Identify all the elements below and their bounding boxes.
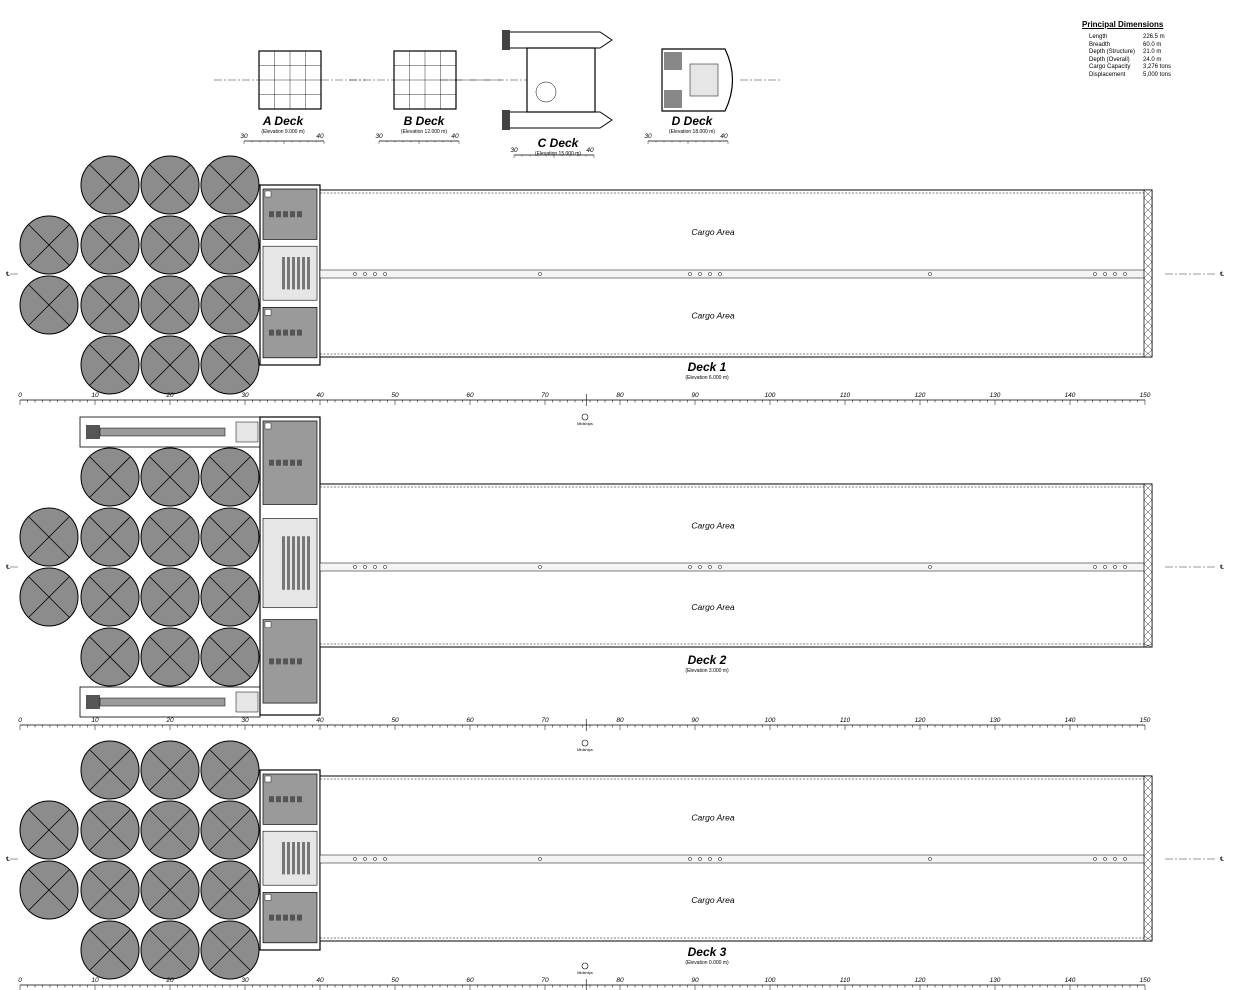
engine-unit [263,189,317,239]
walkway-marker [363,857,366,860]
engine-cylinder [276,658,281,664]
ruler-tick-label: 150 [1139,977,1151,984]
switchboard-panel [307,257,310,289]
ballast-tank [201,448,259,506]
ballast-tank [201,336,259,394]
engine-cylinder [290,330,295,336]
scale-label: 40 [720,133,728,140]
ballast-tank [81,276,139,334]
switchboard-panel [292,257,295,289]
walkway-marker [1093,565,1096,568]
ballast-tank [141,276,199,334]
ballast-tank [141,508,199,566]
cargo-hold [320,776,1152,941]
ruler-tick-label: 80 [616,717,624,724]
ruler-tick-label: 50 [391,392,399,399]
dimension-value: 3,276 tons [1143,64,1172,71]
midships-label: Midships [577,970,593,975]
principal-dimensions-title: Principal Dimensions [1082,20,1164,29]
ruler-tick-label: 0 [18,717,22,724]
ruler-tick-label: 20 [166,392,174,399]
ballast-tank [20,508,78,566]
dimension-label: Length [1089,34,1108,40]
deck-elevation: (Elevation 9.000 m) [261,129,305,135]
ruler-tick-label: 140 [1064,717,1076,724]
engine-cylinder [290,915,295,921]
dimension-value: 24.0 m [1143,56,1162,63]
ruler-tick-label: 120 [914,717,926,724]
ballast-tank [81,568,139,626]
ruler-tick-label: 10 [91,392,99,399]
center-walkway [320,855,1152,863]
pod-controls [236,692,258,712]
ruler-tick-label: 40 [316,977,324,984]
dimension-value: 21.0 m [1143,49,1162,56]
ruler-tick-label: 0 [18,392,22,399]
ballast-tank [141,216,199,274]
dimension-label: Depth (Structure) [1089,49,1136,56]
dimension-label: Breadth [1089,41,1111,48]
ruler-tick-label: 100 [764,977,776,984]
engine-panel [265,191,271,197]
walkway-marker [928,272,931,275]
ballast-tank [141,568,199,626]
switchboard-panel [282,842,285,874]
ruler-tick-label: 130 [989,717,1001,724]
engine-cylinder [276,915,281,921]
ruler-tick-label: 100 [764,717,776,724]
ruler-tick-label: 20 [166,977,174,984]
dimension-value: 5,000 tons [1143,71,1172,78]
pod-controls [236,422,258,442]
ballast-tank [201,741,259,799]
engine-cylinder [290,658,295,664]
lifeboat-deck [505,112,612,128]
cargo-area-label: Cargo Area [691,812,735,823]
cargo-hold [320,190,1152,357]
ruler-tick-label: 90 [691,977,699,984]
ruler-tick-label: 20 [166,717,174,724]
deck-elevation: (Elevation 12.000 m) [400,129,448,135]
engine-unit [263,620,317,703]
ruler-tick-label: 100 [764,392,776,399]
walkway-marker [688,565,691,568]
ruler-tick-label: 120 [914,977,926,984]
switchboard-panel [307,842,310,874]
ruler-tick-label: 80 [616,392,624,399]
ruler-tick-label: 90 [691,717,699,724]
propulsion-pod [80,687,260,717]
midships-label: Midships [577,421,593,426]
ballast-tank [20,568,78,626]
walkway-marker [1093,857,1096,860]
ruler-tick-label: 110 [839,392,851,399]
ballast-tank [141,448,199,506]
switchboard-panel [282,536,285,590]
truss-frame [1144,484,1152,647]
engine-cylinder [297,915,302,921]
ruler-tick-label: 70 [541,717,549,724]
engine-cylinder [297,658,302,664]
ballast-tank [141,336,199,394]
walkway-marker [1113,565,1116,568]
deck-elevation: (Elevation 0.000 m) [685,960,729,966]
upper-deck-plan [440,30,612,130]
ballast-tank [20,861,78,919]
engine-cylinder [276,330,281,336]
pod-shaft [100,428,225,436]
dimension-label: Depth (Overall) [1089,56,1130,63]
midships-label: Midships [577,747,593,752]
ballast-tank [81,216,139,274]
engine-cylinder [290,211,295,217]
deck-title: Deck 2 [687,653,727,667]
ruler-tick-label: 150 [1139,392,1151,399]
midships-symbol [582,740,588,746]
cargo-area-label: Cargo Area [691,895,735,905]
ballast-tank [81,861,139,919]
dimension-label: Displacement [1089,71,1126,78]
ballast-tank [201,508,259,566]
scale-label: 30 [644,133,652,140]
ruler-tick-label: 10 [91,977,99,984]
mess-table [536,82,556,102]
ruler-tick-label: 120 [914,392,926,399]
engine-cylinder [297,330,302,336]
switchboard-panel [297,257,300,289]
engine-cylinder [269,796,274,802]
dimension-row [1082,72,1232,80]
walkway-marker [383,272,386,275]
ruler-tick-label: 40 [316,392,324,399]
ruler-tick-label: 150 [1139,717,1151,724]
wheelhouse-console [690,64,718,96]
walkway-marker [353,857,356,860]
walkway-marker [1113,272,1116,275]
walkway-marker [383,565,386,568]
deck-outline [527,48,595,112]
deck-title: C Deck [537,136,579,150]
engine-cylinder [276,796,281,802]
cargo-area-label: Cargo Area [691,227,735,237]
midships-symbol [582,963,588,969]
ruler-tick-label: 30 [241,977,249,984]
switchboard-panel [302,536,305,590]
engine-cylinder [283,658,288,664]
scale-label: 40 [316,133,324,140]
deck-title: Deck 1 [687,360,727,374]
ballast-tank [201,156,259,214]
dimension-value: 226.5 m [1143,34,1165,40]
deck-elevation: (Elevation 3.000 m) [685,668,729,674]
ballast-tank [141,861,199,919]
dimension-row [1082,34,1232,42]
lifeboat [502,30,510,50]
centerline-symbol: ℄ [1220,565,1224,571]
dimension-row [1082,64,1232,72]
pod-shaft [100,698,225,706]
engine-cylinder [283,796,288,802]
centerline-symbol: ℄ [1220,272,1224,278]
ballast-tank [201,628,259,686]
engine-cylinder [269,211,274,217]
ruler-tick-label: 40 [316,717,324,724]
walkway-marker [1123,565,1126,568]
walkway-marker [373,565,376,568]
walkway-marker [363,565,366,568]
ruler-tick-label: 30 [241,717,249,724]
ruler-tick-label: 130 [989,977,1001,984]
engine-cylinder [276,460,281,466]
walkway-marker [1123,857,1126,860]
dimension-row [1082,49,1232,57]
ballast-tank [201,216,259,274]
scale-label: 40 [586,147,594,154]
engine-cylinder [297,460,302,466]
walkway-marker [698,857,701,860]
walkway-marker [1103,857,1106,860]
deck-title: Deck 3 [687,945,727,959]
ruler-tick-label: 50 [391,717,399,724]
ballast-tank [81,448,139,506]
walkway-marker [363,272,366,275]
engine-cylinder [290,460,295,466]
ballast-tank [81,628,139,686]
switchboard-panel [307,536,310,590]
engine-cylinder [269,915,274,921]
walkway-marker [688,272,691,275]
walkway-marker [538,272,541,275]
switchboard-panel [297,536,300,590]
engine-cylinder [283,211,288,217]
stair-tower [664,52,682,70]
ruler-tick-label: 130 [989,392,1001,399]
engine-panel [265,776,271,782]
ballast-tank [20,276,78,334]
centerline-symbol: ℄ [6,272,10,278]
switchboard-panel [292,842,295,874]
dimension-row [1082,42,1232,50]
dimension-value: 60.0 m [1143,41,1162,48]
engine-cylinder [297,211,302,217]
deck-title: B Deck [403,114,445,128]
cargo-area-label: Cargo Area [691,520,735,531]
walkway-marker [1093,272,1096,275]
stair-tower [664,90,682,108]
scale-label: 40 [451,133,459,140]
centerline-symbol: ℄ [1220,857,1224,863]
engine-cylinder [276,211,281,217]
ballast-tank [141,921,199,979]
switchboard-panel [287,536,290,590]
engine-panel [265,423,271,429]
cargo-hold [320,484,1152,647]
switchboard-panel [292,536,295,590]
ballast-tank [81,741,139,799]
engine-panel [265,622,271,628]
engine-cylinder [283,330,288,336]
ruler-tick-label: 70 [541,392,549,399]
ruler-tick-label: 140 [1064,392,1076,399]
engine-cylinder [290,796,295,802]
engine-cylinder [283,915,288,921]
ruler-tick-label: 110 [839,717,851,724]
midships-symbol [582,414,588,420]
ballast-tank [81,156,139,214]
ballast-tank [201,861,259,919]
engine-panel [265,309,271,315]
centerline-symbol: ℄ [6,565,10,571]
walkway-marker [1123,272,1126,275]
deck-title: D Deck [671,114,713,128]
ballast-tank [141,801,199,859]
ballast-tank [20,216,78,274]
ballast-tank [141,628,199,686]
ruler-tick-label: 60 [466,977,474,984]
scale-label: 30 [375,133,383,140]
dimension-label: Cargo Capacity [1089,64,1131,71]
walkway-marker [1113,857,1116,860]
deck-elevation: (Elevation 15.000 m) [534,151,582,157]
walkway-marker [928,857,931,860]
cargo-area-label: Cargo Area [691,602,735,612]
walkway-marker [373,857,376,860]
walkway-marker [538,565,541,568]
switchboard-panel [282,257,285,289]
walkway-marker [708,272,711,275]
walkway-marker [688,857,691,860]
switchboard-panel [302,257,305,289]
ballast-tank [81,921,139,979]
principal-dimensions-table [1082,20,1232,80]
walkway-marker [928,565,931,568]
engine-unit [263,892,317,942]
walkway-marker [353,565,356,568]
ballast-tank [20,801,78,859]
upper-deck-plan [662,49,780,111]
walkway-marker [718,857,721,860]
engine-cylinder [269,658,274,664]
ruler-tick-label: 60 [466,717,474,724]
ballast-tank [201,801,259,859]
center-walkway [320,270,1152,278]
walkway-marker [698,272,701,275]
walkway-marker [1103,565,1106,568]
ballast-tank [201,921,259,979]
engine-unit [263,774,317,824]
upper-deck-plan [214,51,366,109]
engine-cylinder [283,460,288,466]
cargo-area-label: Cargo Area [691,310,735,321]
ruler-tick-label: 80 [616,977,624,984]
deck-elevation: (Elevation 18.000 m) [668,129,716,135]
ruler-tick-label: 30 [241,392,249,399]
centerline-symbol: ℄ [6,857,10,863]
deck-elevation: (Elevation 6.000 m) [685,375,729,381]
ruler-tick-label: 50 [391,977,399,984]
propulsion-pod [80,417,260,447]
ballast-tank [141,156,199,214]
ruler-tick-label: 90 [691,392,699,399]
scale-label: 30 [510,147,518,154]
pod-nozzle [86,425,100,439]
switchboard-panel [297,842,300,874]
lifeboat-deck [505,32,612,48]
scale-label: 30 [240,133,248,140]
walkway-marker [373,272,376,275]
ballast-tank [201,276,259,334]
walkway-marker [708,857,711,860]
engine-cylinder [269,460,274,466]
ruler-tick-label: 60 [466,392,474,399]
engine-unit [263,421,317,504]
switchboard-panel [302,842,305,874]
switchboard-panel [287,257,290,289]
switchboard-panel [287,842,290,874]
engine-unit [263,307,317,357]
ruler-tick-label: 70 [541,977,549,984]
deck-title: A Deck [262,114,304,128]
ballast-tank [81,801,139,859]
walkway-marker [538,857,541,860]
ruler-tick-label: 110 [839,977,851,984]
pod-nozzle [86,695,100,709]
ballast-tank [81,336,139,394]
lifeboat [502,110,510,130]
walkway-marker [708,565,711,568]
ruler-tick-label: 10 [91,717,99,724]
dimension-row [1082,57,1232,65]
ruler-tick-label: 140 [1064,977,1076,984]
ballast-tank [201,568,259,626]
ballast-tank [81,508,139,566]
engine-cylinder [269,330,274,336]
walkway-marker [353,272,356,275]
walkway-marker [718,272,721,275]
walkway-marker [698,565,701,568]
walkway-marker [718,565,721,568]
engine-cylinder [297,796,302,802]
ballast-tank [141,741,199,799]
ruler-tick-label: 0 [18,977,22,984]
engine-panel [265,894,271,900]
center-walkway [320,563,1152,571]
walkway-marker [1103,272,1106,275]
walkway-marker [383,857,386,860]
